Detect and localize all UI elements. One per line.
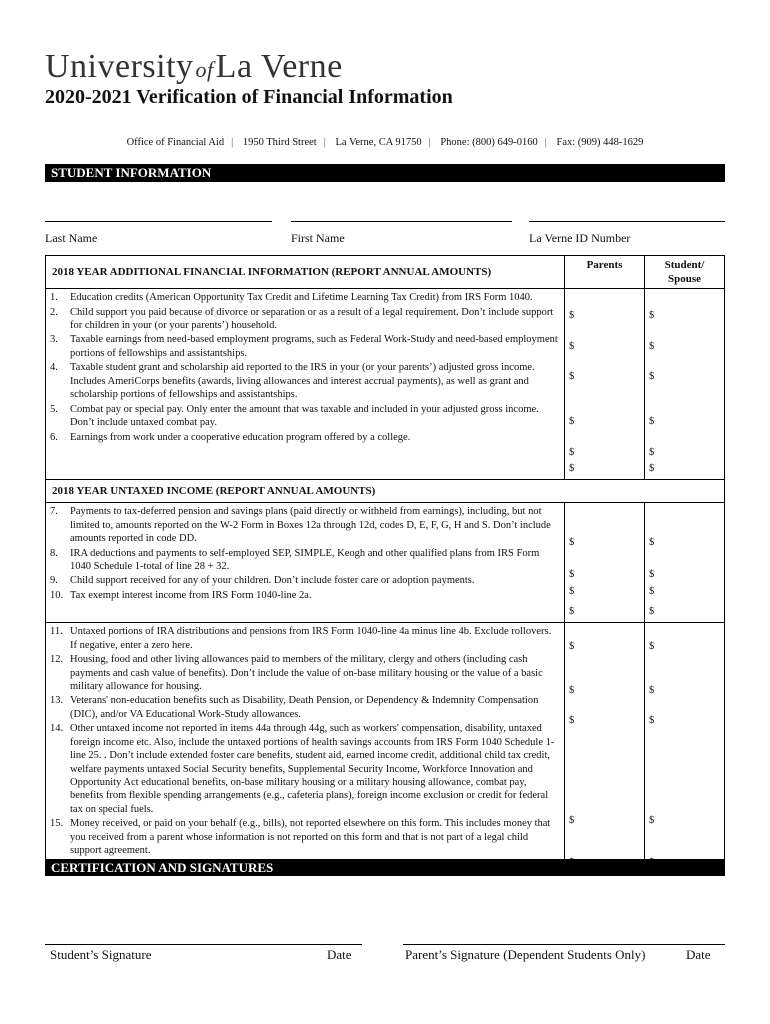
financial-information-table — [45, 255, 725, 873]
section-b-items-1 — [46, 503, 565, 623]
student-signature-line[interactable] — [45, 944, 362, 945]
list-item: 12. Housing, food and other living allowances paid to members of the military, clergy and others (including cash payments and cash value of benefits). Don’t include the value of on-base military housing or the value of a basic military allowance for housing. — [50, 654, 543, 692]
parents-column-header: Parents — [565, 256, 645, 289]
parent-signature-label: Parent’s Signature (Dependent Students Only) — [405, 947, 646, 962]
list-item: 7. Payments to tax-deferred pension and savings plans (paid directly or withheld from earnings), including, but not limited to, amounts reported on the W-2 Form in Boxes 12a through 12d, codes D, E, F, G, H and S. Don’t include amounts reported in code DD. — [50, 506, 551, 545]
student-amounts-a[interactable]: $ $ $ $ $ $ — [645, 289, 725, 480]
student-signature-label: Student’s Signature — [50, 947, 152, 962]
office-name: Office of Financial Aid — [126, 137, 225, 148]
list-item: 1. Education credits (American Opportunity Tax Credit and Lifetime Learning Tax Credit) from IRS Form 1040. — [50, 292, 533, 304]
student-date-label: Date — [327, 947, 352, 962]
list-item: 4. Taxable student grant and scholarship aid reported to the IRS in your (or your parents’) adjusted gross income. Includes AmeriCorps benefits (awards, living allowances and interest accrual payments), as well as grant and scholarship portions of fellowships and assistantships. — [50, 362, 535, 401]
list-item: 8. IRA deductions and payments to self-employed SEP, SIMPLE, Keogh and other qualified plans from IRS Form 1040 Schedule 1-total of line 28 + 32. — [50, 547, 540, 572]
parents-amounts-b1[interactable]: $ $ $ $ — [565, 503, 645, 623]
last-name-label: Last Name — [45, 231, 98, 245]
parent-date-label: Date — [686, 947, 711, 962]
student-information-heading: STUDENT INFORMATION — [45, 164, 725, 182]
student-amounts-b1[interactable]: $ $ $ $ — [645, 503, 725, 623]
list-item: 5. Combat pay or special pay. Only enter the amount that was taxable and included in your adjusted gross income. Don’t include untaxed combat pay. — [50, 403, 539, 429]
list-item: 15. Money received, or paid on your behalf (e.g., bills), not reported elsewhere on this form. This includes money that you received from a parent whose information is not reported on this form and that is not part of a legal child support agreement. — [50, 818, 551, 857]
list-item: 9. Child support received for any of your children. Don’t include foster care or adoption payments. — [50, 575, 475, 587]
phone-number: Phone: (800) 649-0160 — [440, 137, 538, 148]
university-logo: UniversityofLa Verne — [45, 48, 343, 85]
id-number-field[interactable] — [529, 221, 725, 222]
street-address: 1950 Third Street — [242, 137, 317, 148]
last-name-field[interactable] — [45, 221, 272, 222]
list-item: 6. Earnings from work under a cooperative education program offered by a college. — [50, 431, 411, 443]
list-item: 3. Taxable earnings from need-based employment programs, such as Federal Work-Study and need-based employment portions of fellowships and assistantships. — [50, 334, 558, 359]
first-name-field[interactable] — [291, 221, 512, 222]
parent-signature-line[interactable] — [403, 944, 725, 945]
list-item: 10. Tax exempt interest income from IRS Form 1040-line 2a. — [50, 589, 312, 601]
list-item: 14. Other untaxed income not reported in items 44a through 44g, such as workers' compensation, disability, untaxed foreign income etc. Also, include the untaxed portions of health savings accounts from IRS Form 1040 Schedule 1-line 25. . Don’t include extended foster care benefits, student aid, earned income credit, additional child tax credit, welfare payments untaxed Social Security benefits, Supplemental Security Income, Workforce Innovation and Opportunity Act educational benefits, on-base military housing or a military housing allowance, combat pay, benefits from flexible spending arrangements (e.g., cafeteria plans), foreign income exclusion or credit for federal tax on special fuels. — [50, 723, 555, 815]
student-amounts-b2[interactable]: $ $ $ $ — [645, 623, 725, 873]
list-item: 11. Untaxed portions of IRA distributions and pensions from IRS Form 1040-line 4a minus line 4b. Exclude rollovers. If negative, enter a zero here. — [50, 626, 552, 651]
list-item: 13. Veterans' non-education benefits such as Disability, Death Pension, or Dependency & Indemnity Compensation (DIC), and/or VA Educational Work-Study allowances. — [50, 695, 539, 720]
section-b-heading: 2018 YEAR UNTAXED INCOME (REPORT ANNUAL AMOUNTS) — [46, 480, 725, 503]
first-name-label: First Name — [291, 231, 345, 245]
city-state-zip: La Verne, CA 91750 — [335, 137, 422, 148]
id-number-label: La Verne ID Number — [529, 231, 631, 245]
parents-amounts-a[interactable]: $ $ $ $ $ $ — [565, 289, 645, 480]
section-a-heading: 2018 YEAR ADDITIONAL FINANCIAL INFORMATION (REPORT ANNUAL AMOUNTS) — [46, 256, 565, 289]
parents-amounts-b2[interactable]: $ $ $ $ — [565, 623, 645, 873]
section-a-items — [46, 289, 565, 480]
page-title: 2020-2021 Verification of Financial Information — [45, 86, 453, 108]
fax-number: Fax: (909) 448-1629 — [556, 137, 644, 148]
certification-heading: CERTIFICATION AND SIGNATURES — [45, 859, 725, 876]
student-column-header: Student/ Spouse — [645, 256, 725, 289]
list-item: 2. Child support you paid because of divorce or separation or as a result of a legal requirement. Don’t include support for children in your (or your parents’) household. — [50, 306, 554, 332]
contact-line: Office of Financial Aid | 1950 Third Street | La Verne, CA 91750 | Phone: (800) 649-0160 | Fax: (909) 448-1629 — [126, 137, 644, 148]
section-b-items-2 — [46, 623, 565, 873]
